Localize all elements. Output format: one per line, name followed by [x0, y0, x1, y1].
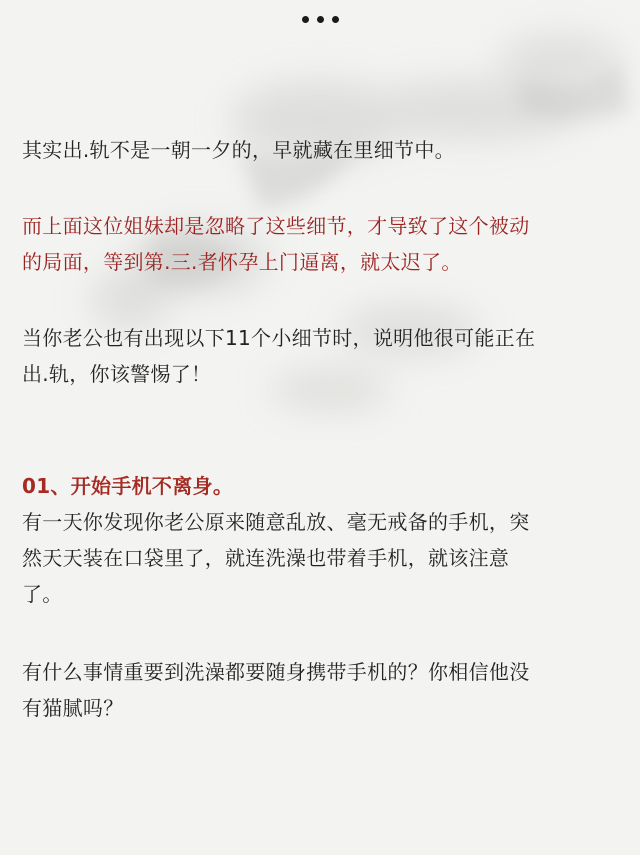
paragraph-question	[22, 654, 622, 726]
text-line: 了。	[22, 582, 63, 606]
paragraph-intro	[22, 132, 622, 168]
text-line: 的局面，等到第.三.者怀孕上门逼离，就太迟了。	[22, 250, 462, 274]
section-1	[22, 468, 622, 612]
text-line: 当你老公也有出现以下11个小细节时，说明他很可能正在	[22, 326, 536, 350]
dot	[332, 16, 339, 23]
section-heading: 01、开始手机不离身。	[22, 474, 234, 498]
text-line: 出.轨，你该警惕了！	[22, 362, 212, 386]
text-line: 有一天你发现你老公原来随意乱放、毫无戒备的手机，突	[22, 510, 530, 534]
paragraph-highlight	[22, 208, 622, 280]
more-dots-icon[interactable]	[0, 16, 640, 23]
dot	[317, 16, 324, 23]
paragraph-warning	[22, 320, 622, 392]
dot	[302, 16, 309, 23]
text-line: 然天天装在口袋里了，就连洗澡也带着手机，就该注意	[22, 546, 510, 570]
text-line: 有猫腻吗？	[22, 696, 124, 720]
text-line: 其实出.轨不是一朝一夕的，早就藏在里细节中。	[22, 138, 455, 162]
text-line: 有什么事情重要到洗澡都要随身携带手机的？你相信他没	[22, 660, 530, 684]
text-line: 而上面这位姐妹却是忽略了这些细节，才导致了这个被动	[22, 214, 530, 238]
